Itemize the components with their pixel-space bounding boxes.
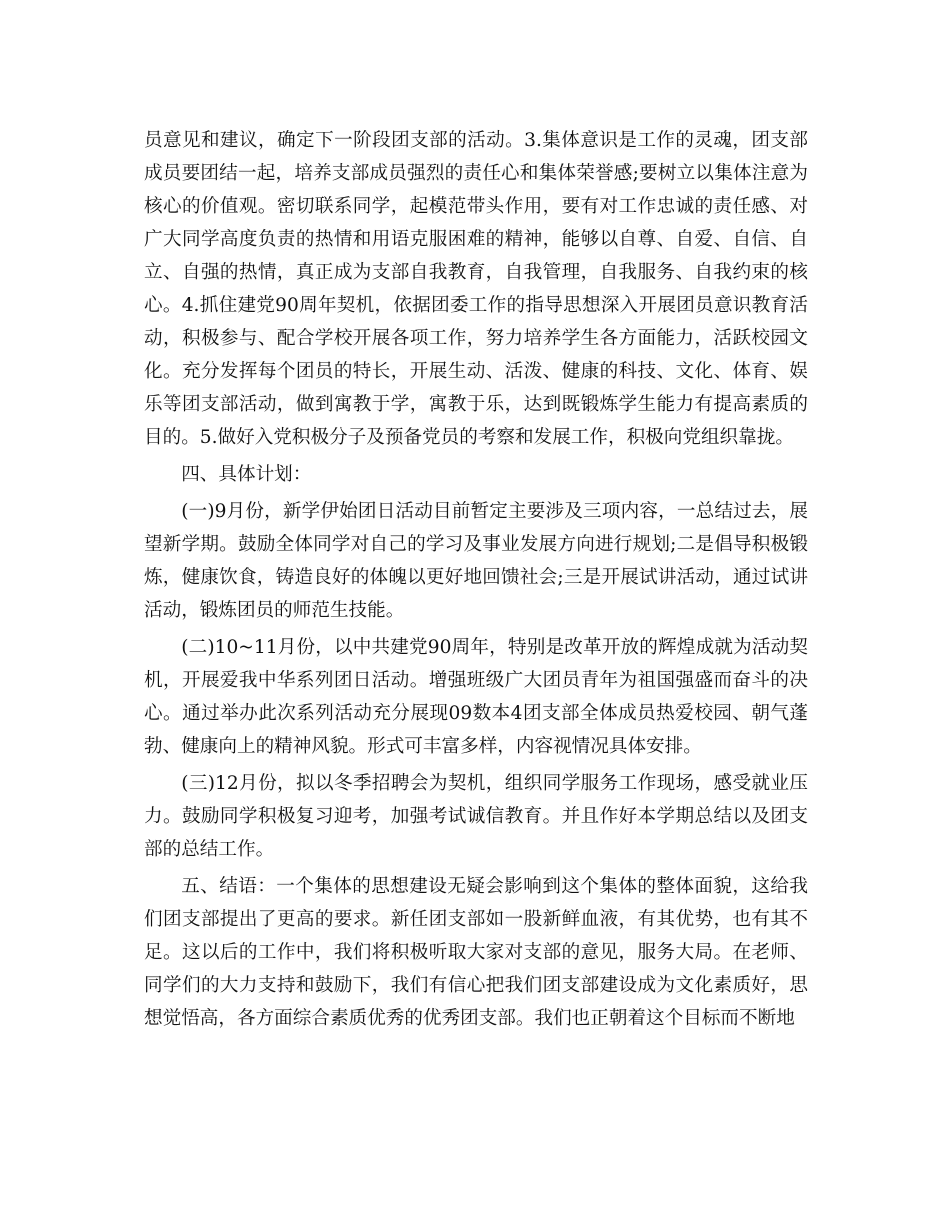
paragraph-conclusion: 五、结语：一个集体的思想建设无疑会影响到这个集体的整体面貌，这给我们团支部提出了更高的要求。新任团支部如一股新鲜血液，有其优势，也有其不足。这以后的工作中，我们将积极听取大家对支部的意见，服务大局。在老师、同学们的大力支持和鼓励下，我们有信心把我们团支部建设成为文化素质好，思想觉悟高，各方面综合素质优秀的优秀团支部。我们也正朝着这个目标而不断地 bbox=[144, 876, 808, 1029]
document-body bbox=[144, 124, 808, 1035]
paragraph-work-goals: 员意见和建议，确定下一阶段团支部的活动。3.集体意识是工作的灵魂，团支部成员要团结一起，培养支部成员强烈的责任心和集体荣誉感;要树立以集体注意为核心的价值观。密切联系同学，起模范带头作用，要有对工作忠诚的责任感、对广大同学高度负责的热情和用语克服困难的精神，能够以自尊、自爱、自信、自立、自强的热情，真正成为支部自我教育，自我管理，自我服务、自我约束的核心。4.抓住建党90周年契机，依据团委工作的指导思想深入开展团员意识教育活动，积极参与、配合学校开展各项工作，努力培养学生各方面能力，活跃校园文化。充分发挥每个团员的特长，开展生动、活泼、健康的科技、文化、体育、娱乐等团支部活动，做到寓教于学，寓教于乐，达到既锻炼学生能力有提高素质的目的。5.做好入党积极分子及预备党员的考察和发展工作，积极向党组织靠拢。 bbox=[144, 130, 808, 448]
paragraph-october-november-plan: (二)10~11月份，以中共建党90周年，特别是改革开放的辉煌成就为活动契机，开展爱我中华系列团日活动。增强班级广大团员青年为祖国强盛而奋斗的决心。通过举办此次系列活动充分展现09数本4团支部全体成员热爱校园、朝气蓬勃、健康向上的精神风貌。形式可丰富多样，内容视情况具体安排。 bbox=[144, 637, 808, 757]
paragraph-december-plan: (三)12月份，拟以冬季招聘会为契机，组织同学服务工作现场，感受就业压力。鼓励同学积极复习迎考，加强考试诚信教育。并且作好本学期总结以及团支部的总结工作。 bbox=[144, 773, 808, 860]
paragraph-september-plan: (一)9月份，新学伊始团日活动目前暂定主要涉及三项内容，一总结过去，展望新学期。鼓励全体同学对自己的学习及事业发展方向进行规划;二是倡导积极锻炼，健康饮食，铸造良好的体魄以更好地回馈社会;三是开展试讲活动，通过试讲活动，锻炼团员的师范生技能。 bbox=[144, 501, 808, 621]
heading-specific-plan: 四、具体计划： bbox=[181, 464, 312, 485]
